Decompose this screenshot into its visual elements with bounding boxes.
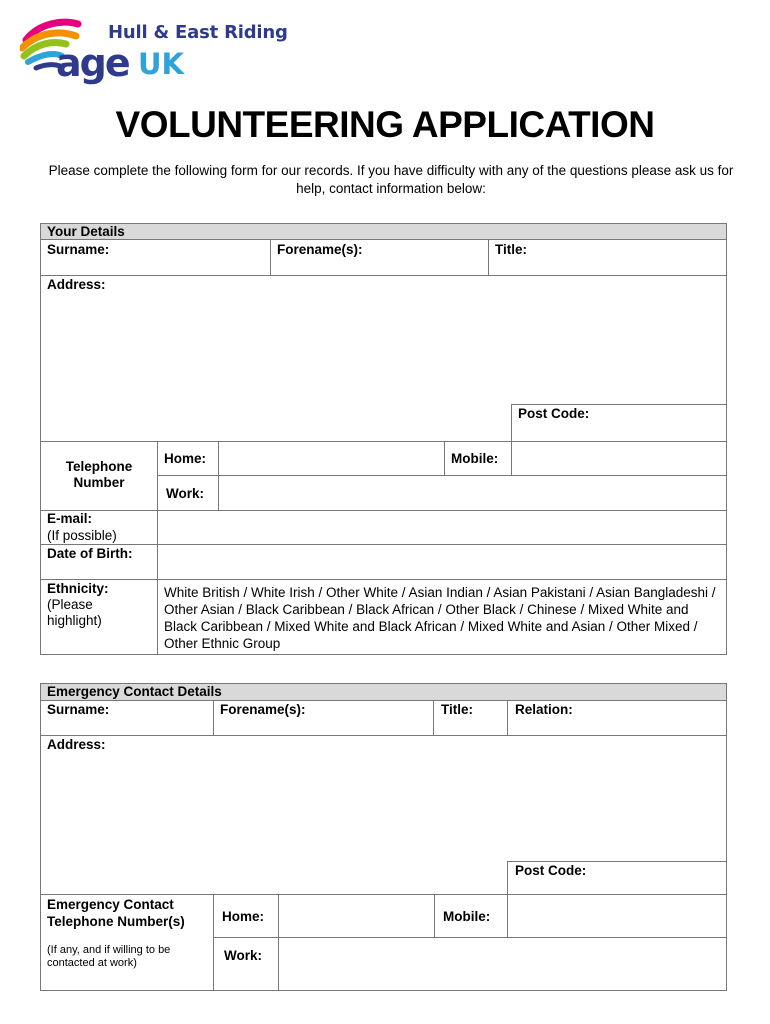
emergency-address-label: Address: <box>47 737 106 752</box>
page-title: VOLUNTEERING APPLICATION <box>115 104 655 145</box>
logo-uk-text: UK <box>138 47 185 81</box>
ethnicity-label: Ethnicity: <box>47 581 109 596</box>
email-label: E-mail: <box>47 511 93 526</box>
emergency-work-label-cell <box>213 937 279 991</box>
logo-age-text: age <box>56 41 129 85</box>
surname-label: Surname: <box>47 242 110 257</box>
home-phone-field[interactable] <box>218 441 445 476</box>
emergency-surname-label: Surname: <box>47 702 110 717</box>
emergency-telephone-label: Emergency Contact Telephone Number(s) <box>47 897 185 929</box>
forename-label: Forename(s): <box>277 242 363 257</box>
email-note: (If possible) <box>47 528 117 543</box>
your-details-header <box>40 223 727 240</box>
postcode-label: Post Code: <box>518 406 590 421</box>
dob-label: Date of Birth: <box>47 546 133 561</box>
emergency-title-label: Title: <box>441 702 474 717</box>
title-label: Title: <box>495 242 528 257</box>
emergency-mobile-label: Mobile: <box>443 909 491 924</box>
home-label: Home: <box>164 451 207 466</box>
ethnicity-options[interactable]: White British / White Irish / Other White / Asian Indian / Asian Pakistani / Asian Bangladeshi / Other Asian / Black Caribbean / Black African / Other Black / Chinese / Mixed White and Black Caribbean / Mixed White and Black African / Mixed White and Asian / Other Mixed / Other Ethnic Group <box>164 585 716 651</box>
emergency-heading: Emergency Contact Details <box>47 684 222 699</box>
emergency-telephone-note: (If any, and if willing to be contacted at work) <box>47 944 171 969</box>
mobile-phone-field[interactable] <box>511 441 727 476</box>
emergency-postcode-label: Post Code: <box>515 863 587 878</box>
emergency-mobile-phone-field[interactable] <box>507 894 727 938</box>
emergency-home-phone-field[interactable] <box>278 894 435 938</box>
email-field[interactable] <box>157 510 727 545</box>
emergency-forename-label: Forename(s): <box>220 702 306 717</box>
telephone-label: Telephone Number <box>65 459 133 490</box>
work-phone-field[interactable] <box>218 475 727 511</box>
emergency-work-phone-field[interactable] <box>278 937 727 991</box>
intro-text: Please complete the following form for our records. If you have difficulty with any of the questions please ask us for help, contact information below: <box>48 163 734 196</box>
your-details-heading: Your Details <box>47 224 125 239</box>
dob-field[interactable] <box>157 544 727 580</box>
address-label: Address: <box>47 277 106 292</box>
ethnicity-note: (Please highlight) <box>47 597 102 628</box>
mobile-label: Mobile: <box>451 451 499 466</box>
emergency-work-label: Work: <box>224 948 263 963</box>
emergency-home-label: Home: <box>222 909 265 924</box>
emergency-relation-label: Relation: <box>515 702 573 717</box>
work-label: Work: <box>166 486 205 501</box>
org-name: Hull & East Riding <box>108 22 288 43</box>
age-uk-logo <box>20 18 288 88</box>
